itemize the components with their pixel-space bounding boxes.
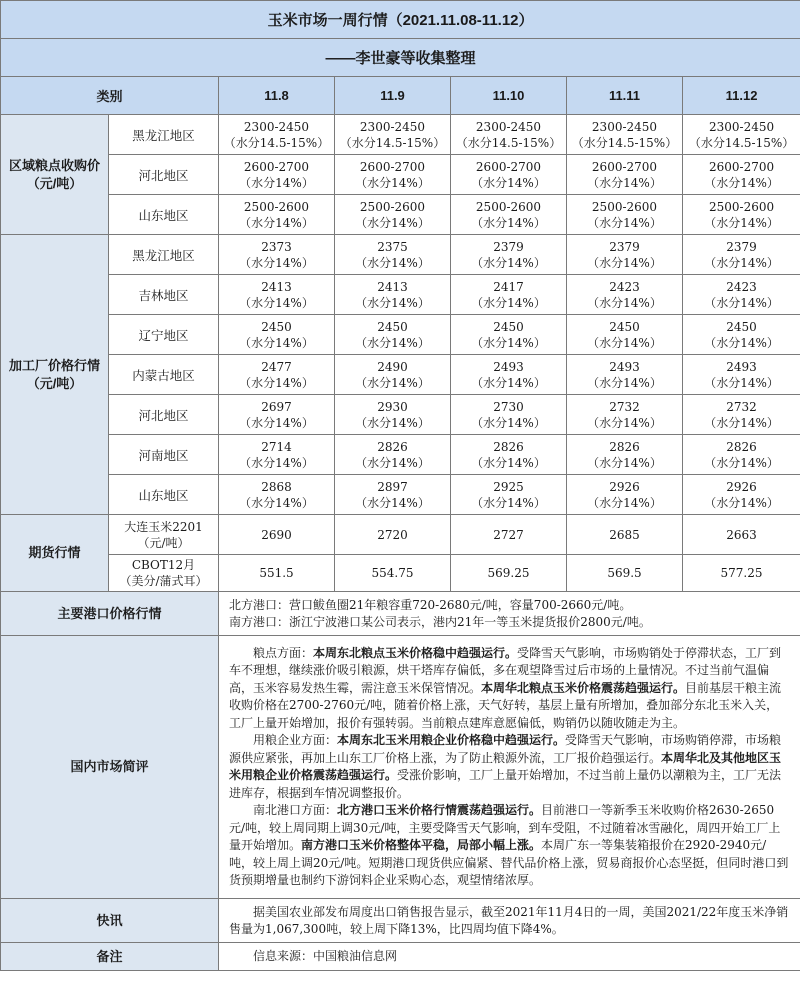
header-date: 11.10	[451, 77, 567, 115]
moisture-note: （水分14%）	[355, 255, 430, 270]
price-value: 2930	[377, 399, 408, 414]
moisture-note: （水分14%）	[471, 455, 546, 470]
moisture-note: （水分14.5-15%）	[688, 135, 795, 150]
price-value: 2926	[609, 479, 640, 494]
news-text: 据美国农业部发布周度出口销售报告显示，截至2021年11月4日的一周，美国2021/22年度玉米净销售量为1,067,300吨，较上周下降13%，比四周均值下降4%。	[219, 899, 800, 943]
price-cell	[219, 315, 335, 355]
region-name: 山东地区	[109, 475, 219, 515]
price-cell	[567, 195, 683, 235]
price-cell	[219, 155, 335, 195]
price-cell	[451, 475, 567, 515]
price-value: 2500-2600	[475, 199, 542, 214]
moisture-note: （水分14%）	[471, 295, 546, 310]
price-cell	[683, 315, 800, 355]
price-value: 2826	[493, 439, 524, 454]
regional-label: 区域粮点收购价（元/吨）	[1, 115, 109, 235]
moisture-note: （水分14%）	[587, 335, 662, 350]
moisture-note: （水分14%）	[471, 495, 546, 510]
moisture-note: （水分14%）	[355, 495, 430, 510]
price-cell	[683, 435, 800, 475]
moisture-note: （水分14%）	[704, 455, 779, 470]
futures-value: 569.5	[567, 555, 683, 592]
price-value: 2732	[726, 399, 757, 414]
review-label: 国内市场简评	[1, 636, 219, 899]
moisture-note: （水分14%）	[471, 215, 546, 230]
table-row	[1, 395, 800, 435]
price-value: 2417	[493, 279, 524, 294]
futures-value: 554.75	[335, 555, 451, 592]
price-value: 2379	[493, 239, 524, 254]
contract-title: 大连玉米2201	[124, 519, 203, 534]
price-cell	[219, 395, 335, 435]
price-value: 2300-2450	[475, 119, 542, 134]
price-cell	[451, 315, 567, 355]
review-paragraph-ports: 南北港口方面：北方港口玉米价格行情震荡趋强运行。目前港口一等新季玉米收购价格2630-2650元/吨，较上周同期上调30元/吨，主要受降雪天气影响，到车受阻，不过随着冰雪融化，周四开始工厂上量开始增加。南方港口玉米价格整体平稳，局部小幅上涨。本周广东一等集装箱报价在2920-2940元/吨，较上周上调20元/吨。短期港口现货供应偏紧、替代品价格上涨，贸易商报价心态坚挺，但同时港口到货预期增量也制约下游饲料企业采购心态，观望情绪浓厚。	[229, 803, 789, 887]
price-cell	[683, 155, 800, 195]
review-paragraph-enterprises: 用粮企业方面：本周东北玉米用粮企业价格稳中趋强运行。受降雪天气影响，市场购销停滞，市场粮源供应紧张，再加上山东工厂价格上涨，为了防止粮源外流，工厂报价趋强运行。本周华北及其他地区玉米用粮企业价格震荡趋强运行。受涨价影响，工厂上量开始增加，不过当前上量仍以潮粮为主，工厂无法进库存，根据到车情况调整报价。	[229, 733, 782, 800]
price-value: 2714	[261, 439, 292, 454]
futures-value: 2720	[335, 515, 451, 555]
price-value: 2379	[726, 239, 757, 254]
price-cell	[219, 195, 335, 235]
moisture-note: （水分14%）	[239, 215, 314, 230]
moisture-note: （水分14%）	[704, 415, 779, 430]
price-cell	[683, 475, 800, 515]
price-cell	[219, 235, 335, 275]
news-label: 快讯	[1, 899, 219, 943]
region-name: 河北地区	[109, 155, 219, 195]
table-row	[1, 155, 800, 195]
moisture-note: （水分14%）	[471, 415, 546, 430]
price-value: 2413	[377, 279, 408, 294]
moisture-note: （水分14%）	[471, 375, 546, 390]
price-value: 2868	[261, 479, 292, 494]
price-value: 2826	[377, 439, 408, 454]
price-value: 2423	[726, 279, 757, 294]
moisture-note: （水分14%）	[355, 415, 430, 430]
price-cell	[683, 115, 800, 155]
moisture-note: （水分14%）	[704, 375, 779, 390]
price-cell	[335, 115, 451, 155]
price-cell	[335, 395, 451, 435]
moisture-note: （水分14%）	[704, 495, 779, 510]
price-cell	[451, 395, 567, 435]
price-value: 2600-2700	[591, 159, 658, 174]
price-cell	[335, 275, 451, 315]
price-value: 2493	[493, 359, 524, 374]
price-value: 2493	[726, 359, 757, 374]
price-value: 2450	[261, 319, 292, 334]
moisture-note: （水分14%）	[355, 175, 430, 190]
moisture-note: （水分14%）	[355, 215, 430, 230]
contract-unit: （元/吨）	[137, 535, 190, 550]
moisture-note: （水分14%）	[471, 175, 546, 190]
moisture-note: （水分14%）	[587, 295, 662, 310]
price-value: 2300-2450	[359, 119, 426, 134]
moisture-note: （水分14%）	[587, 375, 662, 390]
price-value: 2450	[377, 319, 408, 334]
price-value: 2375	[377, 239, 408, 254]
price-value: 2300-2450	[591, 119, 658, 134]
moisture-note: （水分14%）	[587, 495, 662, 510]
price-cell	[451, 235, 567, 275]
price-value: 2600-2700	[359, 159, 426, 174]
price-cell	[335, 195, 451, 235]
moisture-note: （水分14%）	[239, 415, 314, 430]
price-value: 2826	[609, 439, 640, 454]
price-value: 2493	[609, 359, 640, 374]
price-cell	[219, 115, 335, 155]
header-date: 11.9	[335, 77, 451, 115]
contract-name	[109, 515, 219, 555]
review-paragraph-grain-points: 粮点方面：本周东北粮点玉米价格稳中趋强运行。受降雪天气影响，市场购销处于停滞状态，工厂到车不理想，继续涨价吸引粮源，烘干塔库存偏低，多在观望降雪过后市场的上量情况。不过当前气温偏高，玉米容易发热生霉，需注意玉米保管情况。本周华北粮点玉米价格震荡趋强运行。目前基层干粮主流收购价格在2700-2760元/吨，随着价格上涨，天气好转，基层上量有所增加，叠加部分东北玉米入关，工厂上量开始增加，报价有强转弱。当前粮点建库意愿偏低，购销仍以随收随走为主。	[229, 645, 782, 730]
region-name: 黑龙江地区	[109, 235, 219, 275]
price-value: 2373	[261, 239, 292, 254]
price-value: 2926	[726, 479, 757, 494]
moisture-note: （水分14%）	[587, 255, 662, 270]
moisture-note: （水分14%）	[704, 215, 779, 230]
price-value: 2413	[261, 279, 292, 294]
price-value: 2500-2600	[591, 199, 658, 214]
notes-label: 备注	[1, 943, 219, 971]
price-cell	[335, 155, 451, 195]
factory-label: 加工厂价格行情（元/吨）	[1, 235, 109, 515]
moisture-note: （水分14.5-15%）	[455, 135, 562, 150]
moisture-note: （水分14%）	[587, 175, 662, 190]
price-cell	[335, 435, 451, 475]
price-value: 2600-2700	[475, 159, 542, 174]
review-text	[219, 636, 800, 899]
moisture-note: （水分14%）	[239, 255, 314, 270]
price-cell	[219, 355, 335, 395]
region-name: 河北地区	[109, 395, 219, 435]
price-cell	[567, 235, 683, 275]
moisture-note: （水分14%）	[704, 255, 779, 270]
price-cell	[567, 355, 683, 395]
price-value: 2450	[493, 319, 524, 334]
moisture-note: （水分14%）	[355, 335, 430, 350]
header-category: 类别	[1, 77, 219, 115]
moisture-note: （水分14.5-15%）	[571, 135, 678, 150]
price-cell	[335, 475, 451, 515]
moisture-note: （水分14%）	[471, 335, 546, 350]
table-row	[1, 275, 800, 315]
futures-value: 2727	[451, 515, 567, 555]
price-cell	[683, 395, 800, 435]
contract-unit: （美分/蒲式耳）	[119, 574, 208, 588]
ports-text	[219, 592, 800, 636]
futures-value: 551.5	[219, 555, 335, 592]
price-value: 2300-2450	[708, 119, 775, 134]
price-value: 2730	[493, 399, 524, 414]
futures-value: 577.25	[683, 555, 800, 592]
price-value: 2897	[377, 479, 408, 494]
price-cell	[451, 435, 567, 475]
price-value: 2423	[609, 279, 640, 294]
price-value: 2600-2700	[708, 159, 775, 174]
price-cell	[335, 235, 451, 275]
table-row	[1, 515, 800, 555]
price-cell	[219, 275, 335, 315]
page-subtitle: ——李世豪等收集整理	[1, 39, 800, 77]
table-row	[1, 195, 800, 235]
table-row	[1, 115, 800, 155]
price-cell	[567, 155, 683, 195]
price-value: 2600-2700	[243, 159, 310, 174]
price-cell	[683, 275, 800, 315]
price-cell	[567, 315, 683, 355]
moisture-note: （水分14%）	[704, 175, 779, 190]
price-cell	[335, 355, 451, 395]
moisture-note: （水分14%）	[239, 295, 314, 310]
price-cell	[683, 195, 800, 235]
moisture-note: （水分14%）	[239, 335, 314, 350]
moisture-note: （水分14.5-15%）	[223, 135, 330, 150]
price-cell	[451, 275, 567, 315]
price-value: 2500-2600	[359, 199, 426, 214]
moisture-note: （水分14%）	[587, 215, 662, 230]
price-cell	[451, 195, 567, 235]
price-value: 2925	[493, 479, 524, 494]
price-cell	[219, 435, 335, 475]
ports-label: 主要港口价格行情	[1, 592, 219, 636]
region-name: 辽宁地区	[109, 315, 219, 355]
south-port-text: 南方港口：浙江宁波港口某公司表示，港内21年一等玉米提货报价2800元/吨。	[229, 614, 651, 629]
moisture-note: （水分14%）	[587, 415, 662, 430]
moisture-note: （水分14%）	[704, 295, 779, 310]
moisture-note: （水分14.5-15%）	[339, 135, 446, 150]
futures-value: 2663	[683, 515, 800, 555]
header-date: 11.12	[683, 77, 800, 115]
moisture-note: （水分14%）	[239, 175, 314, 190]
price-cell	[567, 115, 683, 155]
region-name: 内蒙古地区	[109, 355, 219, 395]
price-cell	[335, 315, 451, 355]
futures-value: 2690	[219, 515, 335, 555]
futures-label: 期货行情	[1, 515, 109, 592]
price-value: 2379	[609, 239, 640, 254]
price-cell	[567, 275, 683, 315]
price-cell	[567, 475, 683, 515]
table-row	[1, 555, 800, 592]
table-row	[1, 355, 800, 395]
price-cell	[683, 355, 800, 395]
futures-value: 569.25	[451, 555, 567, 592]
moisture-note: （水分14%）	[704, 335, 779, 350]
price-cell	[567, 435, 683, 475]
moisture-note: （水分14%）	[239, 375, 314, 390]
price-value: 2300-2450	[243, 119, 310, 134]
price-value: 2697	[261, 399, 292, 414]
moisture-note: （水分14%）	[239, 495, 314, 510]
table-row	[1, 235, 800, 275]
region-name: 山东地区	[109, 195, 219, 235]
moisture-note: （水分14%）	[355, 455, 430, 470]
moisture-note: （水分14%）	[355, 295, 430, 310]
price-value: 2490	[377, 359, 408, 374]
price-value: 2732	[609, 399, 640, 414]
moisture-note: （水分14%）	[587, 455, 662, 470]
price-value: 2450	[609, 319, 640, 334]
table-row	[1, 315, 800, 355]
contract-title: CBOT12月	[131, 558, 196, 572]
price-cell	[451, 115, 567, 155]
price-value: 2500-2600	[243, 199, 310, 214]
region-name: 河南地区	[109, 435, 219, 475]
price-cell	[451, 355, 567, 395]
price-value: 2450	[726, 319, 757, 334]
table-row	[1, 435, 800, 475]
price-cell	[451, 155, 567, 195]
table-row	[1, 475, 800, 515]
price-value: 2500-2600	[708, 199, 775, 214]
region-name: 黑龙江地区	[109, 115, 219, 155]
header-date: 11.11	[567, 77, 683, 115]
notes-text: 信息来源：中国粮油信息网	[219, 943, 800, 971]
page-title: 玉米市场一周行情（2021.11.08-11.12）	[1, 1, 800, 39]
price-value: 2826	[726, 439, 757, 454]
price-value: 2477	[261, 359, 292, 374]
price-cell	[683, 235, 800, 275]
moisture-note: （水分14%）	[355, 375, 430, 390]
price-cell	[219, 475, 335, 515]
north-port-text: 北方港口：营口鲅鱼圈21年粮容重720-2680元/吨，容量700-2660元/吨。	[229, 597, 632, 612]
header-date: 11.8	[219, 77, 335, 115]
price-cell	[567, 395, 683, 435]
region-name: 吉林地区	[109, 275, 219, 315]
contract-name	[109, 555, 219, 592]
futures-value: 2685	[567, 515, 683, 555]
moisture-note: （水分14%）	[239, 455, 314, 470]
moisture-note: （水分14%）	[471, 255, 546, 270]
